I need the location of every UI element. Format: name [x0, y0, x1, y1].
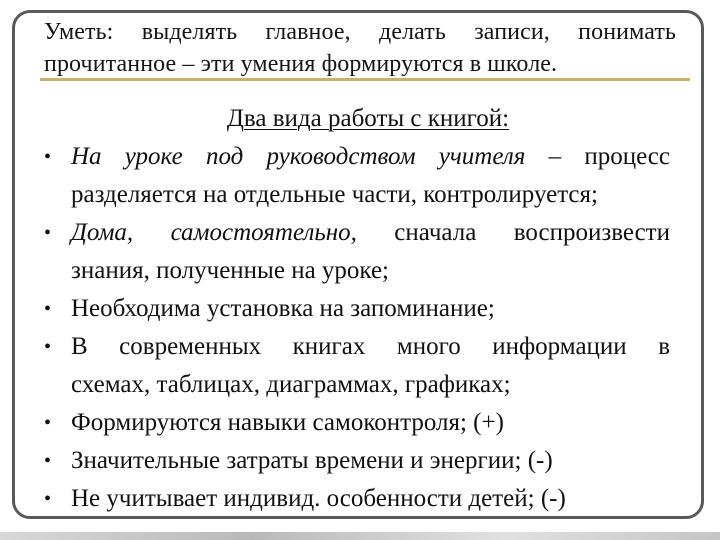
bullet-marker: • [44, 298, 52, 320]
bullet-emphasis-text: На уроке под руководством учителя [71, 143, 526, 170]
bullet-marker: • [44, 450, 52, 472]
bullet-item-lesson-with-teacher [44, 138, 670, 214]
slide-title [44, 16, 676, 80]
slide-title-line-1: Уметь: выделять главное, делать записи, понимать [44, 19, 676, 45]
bullet-item-memorization [44, 290, 670, 328]
bullet-list [44, 138, 670, 518]
bullet-line [71, 214, 670, 252]
bullet-item-self-control [44, 404, 670, 442]
bullet-line: разделяется на отдельные части, контролируется; [71, 181, 598, 208]
bullet-item-modern-books [44, 328, 670, 404]
bullet-item-time-energy [44, 442, 670, 480]
bottom-decorative-stripe [0, 532, 720, 540]
slide-subtitle: Два вида работы с книгой: [226, 105, 510, 132]
bullet-line: схемах, таблицах, диаграммах, графиках; [71, 371, 511, 398]
bullet-marker: • [44, 488, 52, 510]
bullet-line: Не учитывает индивид. особенности детей; (-) [71, 485, 566, 512]
title-underline [40, 78, 690, 81]
bullet-line: знания, полученные на уроке; [71, 257, 389, 284]
bullet-text: – процесс [525, 143, 671, 170]
bullet-marker: • [44, 336, 52, 358]
bullet-line: Значительные затраты времени и энергии; (-) [71, 447, 553, 474]
bullet-line [71, 138, 670, 176]
bullet-emphasis-text: Дома, самостоятельно, [71, 219, 357, 246]
bullet-line: В современных книгах много информации в [71, 333, 670, 360]
bullet-item-home-independently [44, 214, 670, 290]
slide-title-line-2: прочитанное – эти умения формируются в школе. [44, 51, 558, 77]
bullet-line: Формируются навыки самоконтроля; (+) [71, 409, 504, 436]
bullet-item-individual-features [44, 480, 670, 518]
bullet-text: сначала воспроизвести [356, 219, 670, 246]
bullet-marker: • [44, 412, 52, 434]
slide-content [44, 100, 670, 518]
bullet-marker: • [44, 146, 52, 168]
bullet-line: Необходима установка на запоминание; [71, 295, 495, 322]
bullet-marker: • [44, 222, 52, 244]
